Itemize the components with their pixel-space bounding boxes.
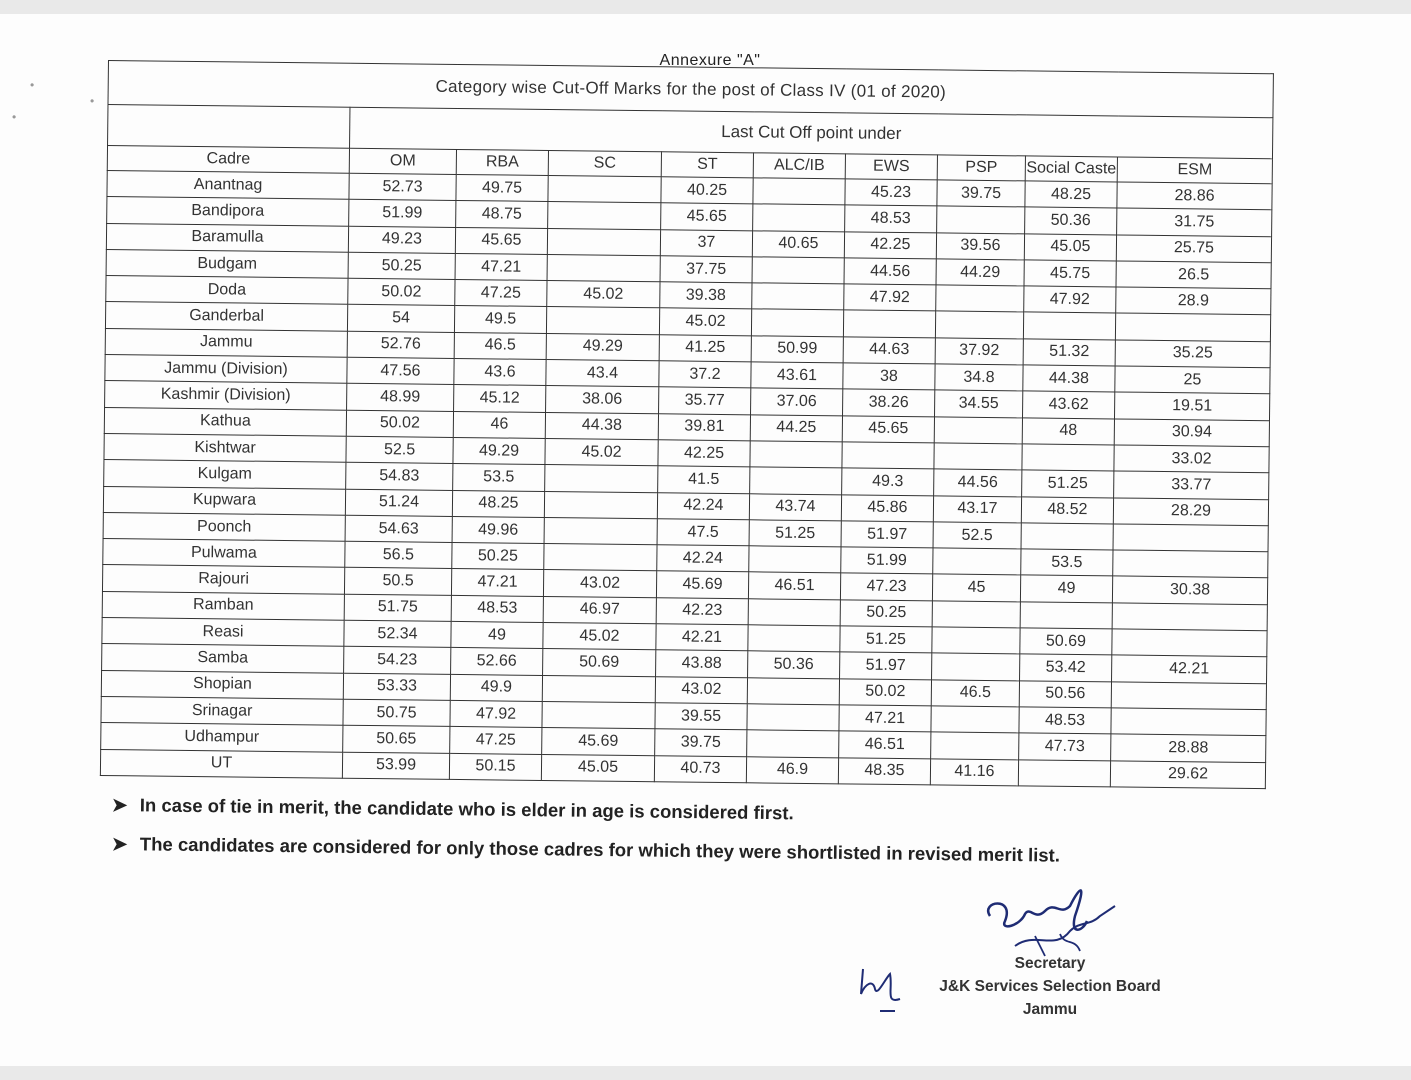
cutoff-value-cell: 47.21 [455, 253, 547, 280]
document-page [0, 14, 1411, 1066]
cutoff-value-cell: 40.25 [661, 177, 753, 204]
cutoff-value-cell: 43.88 [656, 650, 748, 677]
cutoff-value-cell: 45.05 [541, 754, 654, 782]
column-header: SC [548, 151, 661, 177]
cutoff-value-cell [544, 544, 657, 572]
column-header: Social Caste [1025, 156, 1117, 182]
cutoff-value-cell: 50.25 [348, 252, 455, 280]
cadre-name-cell: Kupwara [103, 486, 345, 515]
cutoff-value-cell: 42.25 [658, 440, 750, 467]
cutoff-value-cell: 41.16 [930, 758, 1018, 785]
cutoff-value-cell: 49 [451, 621, 543, 648]
cutoff-value-cell: 49.5 [454, 306, 546, 333]
cutoff-value-cell: 51.97 [840, 652, 932, 679]
group-header-blank [108, 105, 350, 149]
cutoff-value-cell: 31.75 [1117, 208, 1272, 236]
cutoff-value-cell: 47.92 [844, 284, 936, 311]
cutoff-value-cell [546, 307, 659, 335]
cutoff-value-cell: 45.65 [455, 227, 547, 254]
cutoff-value-cell: 50.5 [344, 568, 451, 596]
cutoff-value-cell: 46.51 [839, 731, 931, 758]
cutoff-value-cell: 54.63 [345, 515, 452, 543]
cutoff-value-cell: 48.75 [456, 201, 548, 228]
note-item [112, 794, 1262, 830]
cutoff-value-cell: 43.02 [655, 676, 747, 703]
annexure-label: Annexure "A" [659, 52, 761, 69]
cutoff-value-cell: 45.02 [545, 438, 658, 466]
cutoff-value-cell: 47.25 [450, 727, 542, 754]
cutoff-value-cell [547, 254, 660, 282]
column-header: OM [349, 148, 456, 174]
cutoff-value-cell: 44.63 [843, 337, 935, 364]
cutoff-value-cell: 49.23 [348, 226, 455, 254]
cutoff-value-cell: 47.23 [840, 573, 932, 600]
cutoff-value-cell: 37.92 [935, 338, 1023, 365]
cutoff-value-cell: 39.81 [658, 413, 750, 440]
cutoff-value-cell: 51.99 [349, 200, 456, 228]
cutoff-value-cell: 50.56 [1019, 681, 1111, 708]
cutoff-value-cell [747, 677, 839, 704]
cutoff-value-cell: 48.25 [452, 490, 544, 517]
cutoff-value-cell: 45.75 [1024, 260, 1116, 287]
column-header: RBA [456, 149, 548, 175]
cutoff-value-cell: 51.24 [345, 489, 452, 517]
cutoff-value-cell [1111, 682, 1266, 710]
cutoff-value-cell [937, 206, 1025, 233]
cutoff-value-cell: 39.55 [655, 703, 747, 730]
cutoff-value-cell [1115, 313, 1270, 341]
cutoff-value-cell: 48.35 [838, 757, 930, 784]
cutoff-value-cell: 43.6 [454, 359, 546, 386]
cutoff-value-cell [751, 309, 843, 336]
cutoff-value-cell: 49.29 [453, 437, 545, 464]
cutoff-value-cell: 45.86 [841, 494, 933, 521]
cutoff-value-cell: 53.99 [342, 752, 449, 780]
cutoff-value-cell: 37 [660, 229, 752, 256]
cutoff-value-cell: 49 [1020, 575, 1112, 602]
cutoff-value-cell: 42.25 [844, 231, 936, 258]
cadre-name-cell: Budgam [106, 249, 348, 278]
cutoff-value-cell: 39.75 [937, 180, 1025, 207]
cadre-name-cell: Shopian [101, 670, 343, 699]
cutoff-value-cell [1023, 312, 1115, 339]
cutoff-value-cell: 30.38 [1112, 576, 1267, 604]
cutoff-value-cell: 37.2 [659, 361, 751, 388]
cutoff-value-cell [544, 491, 657, 519]
cadre-name-cell: Anantnag [107, 170, 349, 199]
margin-mark: • [12, 110, 17, 124]
cutoff-value-cell: 44.38 [545, 412, 658, 440]
cutoff-value-cell: 44.25 [750, 414, 842, 441]
cutoff-value-cell: 49.9 [450, 674, 542, 701]
cutoff-value-cell [935, 311, 1023, 338]
cadre-name-cell: Kathua [104, 407, 346, 436]
signature-place: Jammu [1022, 1001, 1078, 1018]
cutoff-value-cell: 45.12 [454, 385, 546, 412]
cutoff-value-cell: 47.73 [1019, 733, 1111, 760]
cutoff-value-cell: 28.88 [1111, 734, 1266, 762]
cutoff-value-cell: 56.5 [345, 541, 452, 569]
note-text: In case of tie in merit, the candidate who is elder in age is considered first. [139, 794, 794, 824]
signature-designation: Secretary [1014, 955, 1086, 972]
group-header: Last Cut Off point under [350, 107, 1273, 158]
cutoff-value-cell: 47.5 [657, 519, 749, 546]
cutoff-value-cell [748, 625, 840, 652]
cadre-name-cell: Udhampur [101, 723, 343, 752]
cutoff-value-cell: 43.62 [1023, 391, 1115, 418]
cutoff-value-cell: 51.99 [841, 547, 933, 574]
cutoff-value-cell: 50.15 [449, 753, 541, 780]
cutoff-value-cell: 45.69 [542, 728, 655, 756]
cutoff-value-cell [932, 627, 1020, 654]
cutoff-value-cell [931, 732, 1019, 759]
cutoff-value-cell [932, 653, 1020, 680]
cadre-name-cell: Jammu (Division) [105, 355, 347, 384]
cutoff-value-cell [548, 202, 661, 230]
cutoff-value-cell: 50.65 [343, 725, 450, 753]
cutoff-value-cell: 41.5 [658, 466, 750, 493]
cutoff-value-cell: 45 [932, 574, 1020, 601]
cadre-name-cell: Srinagar [101, 696, 343, 725]
cutoff-value-cell: 47.21 [839, 705, 931, 732]
cutoff-value-cell: 51.32 [1023, 339, 1115, 366]
cutoff-value-cell [753, 204, 845, 231]
cutoff-value-cell: 53.5 [1021, 549, 1113, 576]
cutoff-value-cell: 50.69 [543, 649, 656, 677]
cutoff-value-cell: 48 [1022, 418, 1114, 445]
cutoff-value-cell: 51.25 [840, 626, 932, 653]
cutoff-value-cell [749, 546, 841, 573]
cutoff-value-cell [750, 441, 842, 468]
cadre-name-cell: Rajouri [102, 565, 344, 594]
cutoff-value-cell: 38 [843, 363, 935, 390]
cutoff-value-cell: 50.25 [452, 543, 544, 570]
cutoff-value-cell [747, 704, 839, 731]
cadre-name-cell: Kishtwar [104, 433, 346, 462]
cutoff-value-cell: 48.53 [845, 205, 937, 232]
cutoff-value-cell [936, 285, 1024, 312]
cutoff-value-cell: 28.9 [1116, 287, 1271, 315]
cutoff-value-cell: 45.02 [547, 281, 660, 309]
cutoff-value-cell: 53.42 [1020, 654, 1112, 681]
cutoff-value-cell: 42.23 [656, 598, 748, 625]
cutoff-value-cell: 43.4 [546, 360, 659, 388]
cutoff-value-cell: 45.02 [659, 308, 751, 335]
cutoff-value-cell: 48.25 [1025, 181, 1117, 208]
cutoff-value-cell [1018, 759, 1110, 786]
cutoff-value-cell: 45.05 [1024, 234, 1116, 261]
column-header: ST [661, 152, 753, 178]
margin-mark: • [30, 78, 35, 92]
note-item [112, 833, 1262, 869]
cutoff-value-cell: 47.21 [451, 569, 543, 596]
cutoff-value-cell: 50.75 [343, 699, 450, 727]
cutoff-value-cell: 46.9 [746, 756, 838, 783]
cutoff-value-cell [752, 283, 844, 310]
cutoff-value-cell [1022, 444, 1114, 471]
cutoff-value-cell: 49.96 [452, 516, 544, 543]
cutoff-value-cell: 25 [1115, 366, 1270, 394]
cutoff-value-cell: 43.02 [543, 570, 656, 598]
cutoff-value-cell: 46 [453, 411, 545, 438]
cutoff-value-cell [548, 176, 661, 204]
cutoff-value-cell: 51.25 [1022, 470, 1114, 497]
cutoff-value-cell: 46.51 [748, 572, 840, 599]
cutoff-value-cell [932, 601, 1020, 628]
cutoff-value-cell [1021, 523, 1113, 550]
cutoff-value-cell: 49.29 [546, 333, 659, 361]
cutoff-value-cell [547, 228, 660, 256]
cutoff-value-cell: 34.8 [935, 364, 1023, 391]
cutoff-value-cell: 50.69 [1020, 628, 1112, 655]
cutoff-value-cell: 50.02 [348, 278, 455, 306]
cadre-name-cell: Bandipora [107, 197, 349, 226]
cutoff-value-cell: 47.92 [450, 700, 542, 727]
cutoff-value-cell: 38.26 [843, 389, 935, 416]
cutoff-value-cell [933, 548, 1021, 575]
cutoff-value-cell [748, 599, 840, 626]
cutoff-value-cell: 43.74 [749, 493, 841, 520]
cutoff-value-cell [747, 730, 839, 757]
cutoff-value-cell: 29.62 [1110, 760, 1265, 788]
cutoff-value-cell: 39.38 [660, 282, 752, 309]
cutoff-value-cell: 35.77 [659, 387, 751, 414]
cutoff-value-cell: 49.3 [842, 468, 934, 495]
cutoff-value-cell: 46.5 [454, 332, 546, 359]
cutoff-value-cell [1020, 602, 1112, 629]
cutoff-value-cell: 53.5 [453, 464, 545, 491]
cutoff-value-cell: 37.75 [660, 256, 752, 283]
cutoff-value-cell: 42.21 [656, 624, 748, 651]
cutoff-value-cell: 42.24 [657, 545, 749, 572]
cutoff-value-cell [545, 465, 658, 493]
cutoff-value-cell: 50.36 [1025, 207, 1117, 234]
cutoff-value-cell: 40.73 [654, 755, 746, 782]
cutoff-value-cell: 50.02 [346, 410, 453, 438]
note-text: The candidates are considered for only those cadres for which they were shortlisted in revised merit list. [139, 833, 1061, 866]
cadre-name-cell: Pulwama [103, 539, 345, 568]
cutoff-value-cell: 38.06 [546, 386, 659, 414]
column-header: Cadre [107, 146, 349, 174]
cutoff-value-cell: 43.17 [933, 495, 1021, 522]
cutoff-value-cell: 45.69 [656, 571, 748, 598]
cutoff-table [100, 60, 1274, 789]
cutoff-value-cell: 52.5 [346, 436, 453, 464]
cutoff-value-cell: 44.56 [934, 469, 1022, 496]
cutoff-value-cell: 46.97 [543, 596, 656, 624]
cutoff-value-cell: 39.56 [936, 233, 1024, 260]
cutoff-value-cell [1112, 603, 1267, 631]
notes [112, 794, 1262, 872]
signature-block [930, 952, 1170, 1021]
cutoff-value-cell: 45.23 [845, 179, 937, 206]
cutoff-value-cell: 33.02 [1114, 445, 1269, 473]
cutoff-value-cell: 54.83 [346, 462, 453, 490]
arrow-bullet-icon: ➤ [111, 794, 128, 816]
cutoff-value-cell [753, 178, 845, 205]
cadre-name-cell: Ramban [102, 591, 344, 620]
cutoff-value-cell [931, 706, 1019, 733]
margin-mark: • [90, 94, 95, 108]
cadre-name-cell: Reasi [102, 618, 344, 647]
cutoff-value-cell: 45.65 [842, 416, 934, 443]
cutoff-value-cell [842, 442, 934, 469]
cutoff-value-cell: 46.5 [931, 680, 1019, 707]
cutoff-value-cell [843, 310, 935, 337]
cutoff-value-cell: 43.61 [751, 362, 843, 389]
cutoff-value-cell [1113, 524, 1268, 552]
cutoff-value-cell: 47.56 [347, 357, 454, 385]
cutoff-value-cell: 47.92 [1024, 286, 1116, 313]
cutoff-value-cell: 54.23 [344, 647, 451, 675]
cutoff-value-cell: 52.73 [349, 173, 456, 201]
cutoff-value-cell: 33.77 [1114, 471, 1269, 499]
cutoff-value-cell: 51.25 [749, 520, 841, 547]
cutoff-value-cell [1113, 550, 1268, 578]
cutoff-value-cell: 39.75 [655, 729, 747, 756]
cutoff-value-cell [752, 257, 844, 284]
cutoff-value-cell: 50.02 [839, 678, 931, 705]
cutoff-value-cell: 54 [347, 305, 454, 333]
cutoff-value-cell: 50.36 [748, 651, 840, 678]
cutoff-value-cell: 50.99 [751, 336, 843, 363]
cutoff-value-cell: 52.34 [344, 620, 451, 648]
cutoff-value-cell: 52.5 [933, 522, 1021, 549]
cadre-name-cell: Jammu [105, 328, 347, 357]
column-header: ESM [1117, 157, 1272, 184]
cutoff-value-cell: 45.02 [543, 623, 656, 651]
cutoff-value-cell: 19.51 [1114, 392, 1269, 420]
cutoff-value-cell: 40.65 [752, 230, 844, 257]
cutoff-value-cell [1112, 629, 1267, 657]
cutoff-value-cell: 25.75 [1116, 235, 1271, 263]
cutoff-value-cell: 52.76 [347, 331, 454, 359]
cutoff-value-cell: 53.33 [343, 673, 450, 701]
cadre-name-cell: Doda [106, 276, 348, 305]
cadre-name-cell: Ganderbal [105, 302, 347, 331]
cutoff-value-cell [750, 467, 842, 494]
cutoff-value-cell: 37.06 [751, 388, 843, 415]
cutoff-value-cell [542, 675, 655, 703]
cutoff-value-cell: 35.25 [1115, 340, 1270, 368]
cutoff-value-cell: 49.75 [456, 174, 548, 201]
cutoff-value-cell: 51.75 [344, 594, 451, 622]
cutoff-value-cell [1111, 708, 1266, 736]
cutoff-value-cell [934, 443, 1022, 470]
signature-organization: J&K Services Selection Board [939, 978, 1161, 995]
cadre-name-cell: Samba [102, 644, 344, 673]
cutoff-value-cell: 45.65 [661, 203, 753, 230]
cutoff-value-cell: 44.38 [1023, 365, 1115, 392]
cutoff-value-cell: 42.24 [657, 492, 749, 519]
arrow-bullet-icon: ➤ [111, 833, 128, 855]
cadre-name-cell: Kulgam [104, 460, 346, 489]
cutoff-value-cell: 41.25 [659, 335, 751, 362]
cutoff-value-cell: 34.55 [935, 390, 1023, 417]
cutoff-value-cell [542, 701, 655, 729]
cutoff-value-cell: 48.53 [1019, 707, 1111, 734]
cutoff-value-cell: 47.25 [455, 280, 547, 307]
column-header: PSP [937, 155, 1025, 181]
cadre-name-cell: UT [100, 749, 342, 778]
cutoff-value-cell: 44.29 [936, 259, 1024, 286]
cutoff-value-cell: 28.86 [1117, 182, 1272, 210]
cutoff-value-cell: 48.52 [1021, 496, 1113, 523]
cadre-name-cell: Poonch [103, 512, 345, 541]
cutoff-value-cell: 48.99 [347, 384, 454, 412]
cutoff-value-cell: 26.5 [1116, 261, 1271, 289]
table-title: Category wise Cut-Off Marks for the post of Class IV (01 of 2020) [108, 61, 1274, 118]
cutoff-value-cell [544, 517, 657, 545]
cutoff-value-cell [934, 417, 1022, 444]
cutoff-value-cell: 44.56 [844, 258, 936, 285]
cutoff-value-cell: 50.25 [840, 600, 932, 627]
initials-scribble [855, 959, 915, 1019]
cutoff-value-cell: 28.29 [1113, 497, 1268, 525]
cadre-name-cell: Baramulla [106, 223, 348, 252]
column-header: EWS [845, 154, 937, 180]
cutoff-value-cell: 52.66 [451, 648, 543, 675]
cutoff-value-cell: 30.94 [1114, 419, 1269, 447]
cadre-name-cell: Kashmir (Division) [105, 381, 347, 410]
cutoff-value-cell: 51.97 [841, 521, 933, 548]
column-header: ALC/IB [753, 153, 845, 179]
cutoff-value-cell: 42.21 [1112, 655, 1267, 683]
cutoff-value-cell: 48.53 [451, 595, 543, 622]
